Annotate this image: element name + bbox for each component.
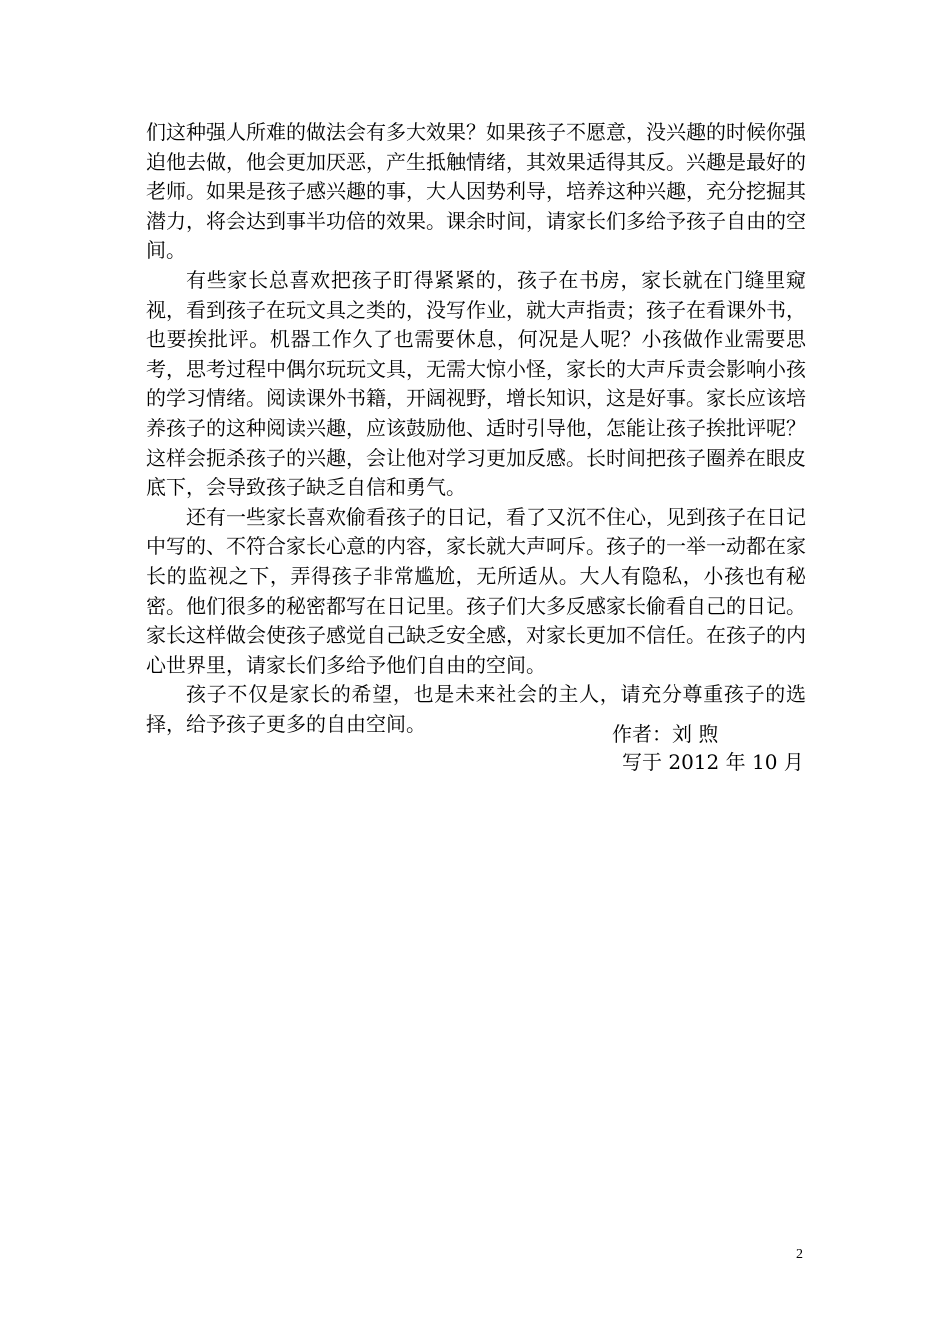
paragraph: 孩子不仅是家长的希望，也是未来社会的主人，请充分尊重孩子的选择，给予孩子更多的自由空间。 xyxy=(146,682,806,736)
signature-block xyxy=(612,720,804,776)
paragraph: 有些家长总喜欢把孩子盯得紧紧的，孩子在书房，家长就在门缝里窥视，看到孩子在玩文具之类的，没写作业，就大声指责；孩子在看课外书，也要挨批评。机器工作久了也需要休息，何况是人呢？小孩做作业需要思考，思考过程中偶尔玩玩文具，无需大惊小怪，家长的大声斥责会影响小孩的学习情绪。阅读课外书籍，开阔视野，增长知识，这是好事。家长应该培养孩子的这种阅读兴趣，应该鼓励他、适时引导他，怎能让孩子挨批评呢？这样会扼杀孩子的兴趣，会让他对学习更加反感。长时间把孩子圈养在眼皮底下，会导致孩子缺乏自信和勇气。 xyxy=(146,267,806,500)
body-text xyxy=(146,118,806,739)
paragraph-continued: 们这种强人所难的做法会有多大效果？如果孩子不愿意，没兴趣的时候你强迫他去做，他会更加厌恶，产生抵触情绪，其效果适得其反。兴趣是最好的老师。如果是孩子感兴趣的事，大人因势利导，培养这种兴趣，充分挖掘其潜力，将会达到事半功倍的效果。课余时间，请家长们多给予孩子自由的空间。 xyxy=(146,120,806,263)
page-number: 2 xyxy=(796,1247,803,1262)
author-line: 作者：刘 煦 xyxy=(612,722,719,746)
date-line: 写于 2012 年 10 月 xyxy=(622,750,804,774)
paragraph: 还有一些家长喜欢偷看孩子的日记，看了又沉不住心，见到孩子在日记中写的、不符合家长心意的内容，家长就大声呵斥。孩子的一举一动都在家长的监视之下，弄得孩子非常尴尬，无所适从。大人有隐私，小孩也有秘密。他们很多的秘密都写在日记里。孩子们大多反感家长偷看自己的日记。家长这样做会使孩子感觉自己缺乏安全感，对家长更加不信任。在孩子的内心世界里，请家长们多给予他们自由的空间。 xyxy=(146,504,806,677)
